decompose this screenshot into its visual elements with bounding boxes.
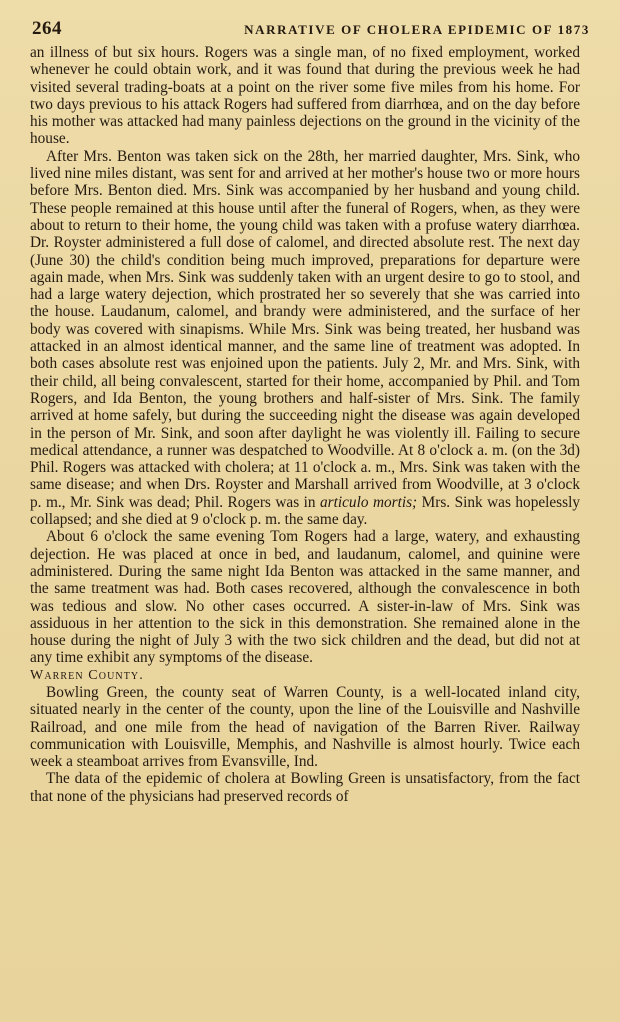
body-paragraph: The data of the epidemic of cholera at Bowling Green is unsatisfactory, from the fact that none of the physicians had preserved records of — [30, 770, 580, 805]
running-head: NARRATIVE OF CHOLERA EPIDEMIC OF 1873 — [244, 22, 590, 37]
body-paragraph: Bowling Green, the county seat of Warren County, is a well-located inland city, situated nearly in the center of the county, upon the line of the Louisville and Nashville Railroad, and one mile from the head of navigation of the Barren River. Railway communication with Louisville, Memphis, and Nashville is almost hourly. Twice each week a steamboat arrives from Evansville, Ind. — [30, 683, 580, 771]
body-paragraph: an illness of but six hours. Rogers was a single man, of no fixed employment, worked whenever he could obtain work, and it was found that during the previous week he had visited several trading-boats at a point on the river some five miles from his home. For two days previous to his attack Rogers had suffered from diarrhœa, and on the day before his mother was attacked had many painless dejections on the ground in the vicinity of the house. — [30, 44, 580, 148]
page-number: 264 — [32, 18, 62, 39]
body-paragraph — [30, 148, 580, 529]
page-header — [32, 18, 590, 42]
page-body — [30, 44, 580, 805]
paragraph-text: After Mrs. Benton was taken sick on the 28th, her married daughter, Mrs. Sink, who lived nine miles distant, was sent for and arrived at her mother's house two or more hours before Mrs. Benton died. Mrs. Sink was accompanied by her husband and young child. These people remained at this house until after the funeral of Rogers, when, as they were about to return to their home, the young child was taken with a profuse watery diarrhœa. Dr. Royster administered a full dose of calomel, and directed absolute rest. The next day (June 30) the child's condition being much improved, preparations for departure were again made, when Mrs. Sink was suddenly taken with an urgent desire to go to stool, and had a large watery dejection, which prostrated her so severely that she was carried into the house. Laudanum, calomel, and brandy were administered, and the surface of her body was covered with sinapisms. While Mrs. Sink was being treated, her husband was attacked in an almost identical manner, and the same line of treatment was adopted. In both cases absolute rest was enjoined upon the patients. July 2, Mr. and Mrs. Sink, with their child, all being convalescent, started for their home, accompanied by Phil. and Tom Rogers, and Ida Benton, the young brothers and half-sister of Mrs. Sink. The family arrived at home safely, but during the succeeding night the disease was again developed in the person of Mr. Sink, and soon after daylight he was violently ill. Failing to secure medical attendance, a runner was despatched to Woodville. At 8 o'clock a. m. (on the 3d) Phil. Rogers was attacked with cholera; at 11 o'clock a. m., Mrs. Sink was taken with the same disease; and when Drs. Royster and Marshall arrived from Woodville, at 3 o'clock p. m., Mr. Sink was dead; Phil. Rogers was in — [30, 147, 580, 511]
italic-phrase: articulo mortis; — [320, 493, 418, 511]
section-heading: Warren County. — [30, 667, 144, 683]
body-paragraph: About 6 o'clock the same evening Tom Rogers had a large, watery, and exhausting dejection. He was placed at once in bed, and laudanum, calomel, and quinine were administered. During the same night Ida Benton was attacked in the same manner, and the same treatment was had. Both cases recovered, although the convalescence in both was tedious and slow. No other cases occurred. A sister-in-law of Mrs. Sink was assiduous in her attention to the sick in this demonstration. She remained alone in the house during the night of July 3 with the two sick children and the dead, but did not at any time exhibit any symptoms of the disease. — [30, 528, 580, 667]
paragraph-text-continued: Mrs. Sink was hopelessly collapsed; and she died at 9 o'clock p. m. the same day. — [30, 493, 580, 529]
